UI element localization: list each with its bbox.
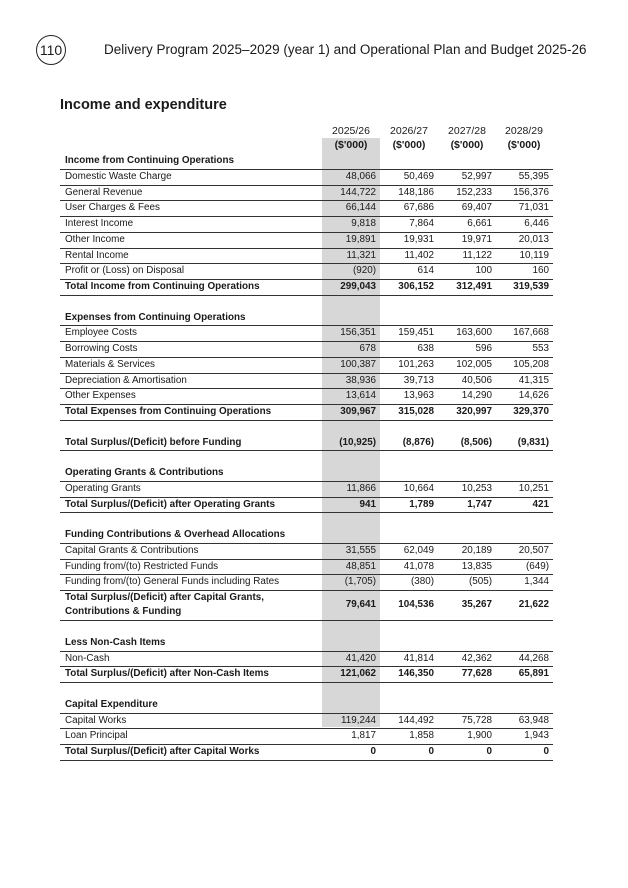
cell-value: 10,253 [461,482,492,494]
cell-value: 31,555 [345,544,376,556]
cell-value: 11,122 [462,249,492,261]
row-label: User Charges & Fees [65,202,160,214]
cell-value: 299,043 [340,281,376,292]
table-total-row [60,591,553,621]
cell-value: 156,351 [340,327,376,339]
cell-value: 62,049 [403,544,434,556]
cell-value: 1,789 [409,498,434,510]
row-label: Non-Cash [65,652,110,664]
cell-value: 11,402 [404,249,434,261]
row-label: Total Expenses from Continuing Operations [65,406,272,417]
cell-value: 35,267 [461,599,492,610]
row-label: Total Surplus/(Deficit) after Capital Works [65,746,260,757]
cell-value: 320,997 [456,406,492,417]
cell-value: (920) [352,265,376,277]
cell-value: 0 [486,746,492,757]
cell-value: 148,186 [398,186,434,198]
table-total-row [60,667,553,683]
cell-value: 79,641 [345,599,376,610]
row-label: Funding from/(to) General Funds including Rates [65,576,280,588]
cell-value: 1,858 [409,730,434,742]
cell-value: 13,835 [461,560,492,572]
cell-value: 11,866 [346,482,376,494]
cell-value: 421 [532,498,549,510]
row-label-line-2: Contributions & Funding [65,606,182,617]
table-spacer-row [60,683,553,698]
table-row [60,358,553,374]
table-spacer-row [60,451,553,466]
row-label: Capital Grants & Contributions [65,544,199,556]
cell-value: 9,818 [351,218,376,229]
row-label: Profit or (Loss) on Disposal [65,265,185,277]
table-row [60,201,553,217]
row-label: Funding Contributions & Overhead Allocations [65,529,286,540]
cell-value: 6,661 [467,218,492,229]
table-section-heading-row [60,698,553,714]
cell-value: 7,864 [409,218,434,229]
cell-value: 100 [475,265,492,277]
table-row [60,264,553,280]
cell-value: 678 [359,343,376,354]
cell-value: 65,891 [518,668,549,680]
cell-value: 319,539 [513,281,549,292]
row-label: Operating Grants & Contributions [65,467,224,478]
cell-value: 20,013 [518,233,549,245]
table-section-heading-row [60,636,553,652]
cell-value: 0 [370,746,376,757]
table-row [60,575,553,591]
cell-value: 144,492 [398,714,434,726]
row-label [65,591,264,619]
column-header-2025-26 [322,124,380,152]
section-title: Income and expenditure [60,97,227,113]
table-row [60,217,553,233]
row-label: Other Expenses [65,390,136,402]
cell-value: 101,263 [398,358,434,370]
cell-value: 119,244 [341,714,376,726]
table-row [60,729,553,745]
cell-value: (505) [468,576,492,588]
cell-value: 0 [543,746,549,757]
cell-value: 941 [359,498,376,510]
cell-value: 105,208 [513,358,549,370]
row-label: Total Surplus/(Deficit) after Operating Grants [65,498,275,510]
row-label: Other Income [65,233,125,245]
cell-value: 11,321 [346,249,376,261]
cell-value: 10,119 [519,249,549,261]
cell-value: 596 [475,343,492,354]
row-label: Capital Works [65,714,127,726]
table-row [60,186,553,202]
cell-value: 152,233 [456,186,492,198]
cell-value: (649) [525,560,549,572]
cell-value: 6,446 [524,218,549,229]
cell-value: 55,395 [518,170,549,182]
column-unit: ($'000) [507,139,541,151]
column-header-2028-29 [495,124,553,152]
table-section-heading-row [60,154,553,170]
cell-value: 63,948 [518,714,549,726]
table-row [60,389,553,405]
table-total-row [60,280,553,296]
cell-value: 329,370 [513,406,549,417]
table-row [60,652,553,668]
cell-value: 20,507 [518,544,549,556]
row-label-line-1: Total Surplus/(Deficit) after Capital Grants, [65,592,264,603]
table-spacer-row [60,621,553,636]
cell-value: (8,876) [402,436,434,448]
cell-value: 19,891 [345,233,376,245]
cell-value: (9,831) [517,436,549,448]
cell-value: 52,997 [461,170,492,182]
cell-value: 41,420 [345,652,376,664]
column-header-2027-28 [438,124,496,152]
cell-value: 77,628 [461,668,492,680]
table-row [60,342,553,358]
cell-value: (1,705) [344,576,376,588]
cell-value: 75,728 [461,714,492,726]
cell-value: 104,536 [398,599,434,610]
cell-value: 156,376 [513,186,549,198]
row-label: Depreciation & Amortisation [65,374,187,386]
column-unit: ($'000) [392,139,426,151]
row-label: Employee Costs [65,327,137,339]
cell-value: 614 [417,265,434,277]
cell-value: 1,900 [467,730,492,742]
cell-value: 48,851 [345,560,376,572]
cell-value: 102,005 [456,358,492,370]
cell-value: 69,407 [461,202,492,214]
column-year: 2026/27 [390,125,428,137]
cell-value: 1,344 [524,576,549,588]
cell-value: 71,031 [518,202,549,214]
cell-value: (380) [410,576,434,588]
table-spacer-row [60,421,553,436]
cell-value: 163,600 [456,327,492,339]
cell-value: 167,668 [513,327,549,339]
page-number: 110 [39,42,63,58]
cell-value: 19,971 [461,233,492,245]
row-label: Rental Income [65,249,129,261]
cell-value: 66,144 [345,202,376,214]
row-label: Income from Continuing Operations [65,155,234,166]
column-year: 2027/28 [448,125,486,137]
table-section-heading-row [60,528,553,544]
cell-value: 144,722 [340,186,376,198]
table-row [60,714,553,730]
cell-value: 48,066 [345,170,376,182]
page-number-badge [36,35,66,65]
cell-value: 40,506 [461,374,492,386]
column-year: 2025/26 [332,125,370,137]
row-label: Borrowing Costs [65,343,138,354]
column-unit: ($'000) [450,139,484,151]
table-header [60,124,553,154]
cell-value: 42,362 [461,652,492,664]
cell-value: 315,028 [398,406,434,417]
row-label: Capital Expenditure [65,698,158,710]
cell-value: 306,152 [398,281,434,292]
row-label: Domestic Waste Charge [65,170,172,182]
table-row [60,249,553,265]
table-spacer-row [60,513,553,528]
cell-value: 160 [532,265,549,277]
cell-value: 121,062 [340,668,376,680]
cell-value: 44,268 [518,652,549,664]
income-expenditure-table [60,124,553,761]
row-label: Loan Principal [65,730,128,742]
cell-value: 13,614 [345,390,376,402]
table-row [60,233,553,249]
table-row [60,482,553,498]
document-header-title: Delivery Program 2025–2029 (year 1) and Operational Plan and Budget 2025-26 [104,42,587,57]
row-label: Materials & Services [65,358,155,370]
cell-value: 50,469 [403,170,434,182]
cell-value: 638 [417,343,434,354]
cell-value: 1,747 [467,498,492,510]
column-header-2026-27 [380,124,438,152]
cell-value: 312,491 [456,281,492,292]
table-row [60,374,553,390]
row-label: Interest Income [65,218,134,229]
cell-value: 159,451 [398,327,434,339]
cell-value: 21,622 [518,599,549,610]
row-label: Total Income from Continuing Operations [65,281,260,292]
cell-value: 41,078 [403,560,434,572]
cell-value: 1,817 [351,730,376,742]
table-total-row [60,436,553,452]
cell-value: 309,967 [340,406,376,417]
cell-value: 0 [428,746,434,757]
row-label: General Revenue [65,186,143,198]
cell-value: 41,814 [403,652,434,664]
cell-value: (10,925) [339,436,376,448]
cell-value: 10,251 [518,482,549,494]
column-year: 2028/29 [505,125,543,137]
cell-value: 20,189 [461,544,492,556]
table-total-row [60,405,553,421]
row-label: Operating Grants [65,482,141,494]
cell-value: 100,387 [340,358,376,370]
cell-value: 1,943 [524,730,549,742]
cell-value: 38,936 [345,374,376,386]
table-total-row [60,498,553,514]
cell-value: 41,315 [518,374,549,386]
table-row [60,560,553,576]
table-row [60,544,553,560]
cell-value: 14,626 [518,390,549,402]
row-label: Less Non-Cash Items [65,636,166,648]
cell-value: 553 [532,343,549,354]
table-row [60,326,553,342]
row-label: Total Surplus/(Deficit) before Funding [65,436,242,448]
cell-value: 39,713 [403,374,434,386]
column-unit: ($'000) [334,139,368,151]
cell-value: 19,931 [403,233,434,245]
table-spacer-row [60,296,553,311]
table-row [60,170,553,186]
row-label: Expenses from Continuing Operations [65,311,246,323]
cell-value: 14,290 [461,390,492,402]
cell-value: 146,350 [398,668,434,680]
table-body [60,154,553,761]
cell-value: (8,506) [460,436,492,448]
cell-value: 67,686 [403,202,434,214]
table-section-heading-row [60,311,553,327]
table-total-row [60,745,553,761]
cell-value: 10,664 [403,482,434,494]
row-label: Total Surplus/(Deficit) after Non-Cash Items [65,668,269,680]
row-label: Funding from/(to) Restricted Funds [65,560,219,572]
cell-value: 13,963 [403,390,434,402]
table-section-heading-row [60,466,553,482]
